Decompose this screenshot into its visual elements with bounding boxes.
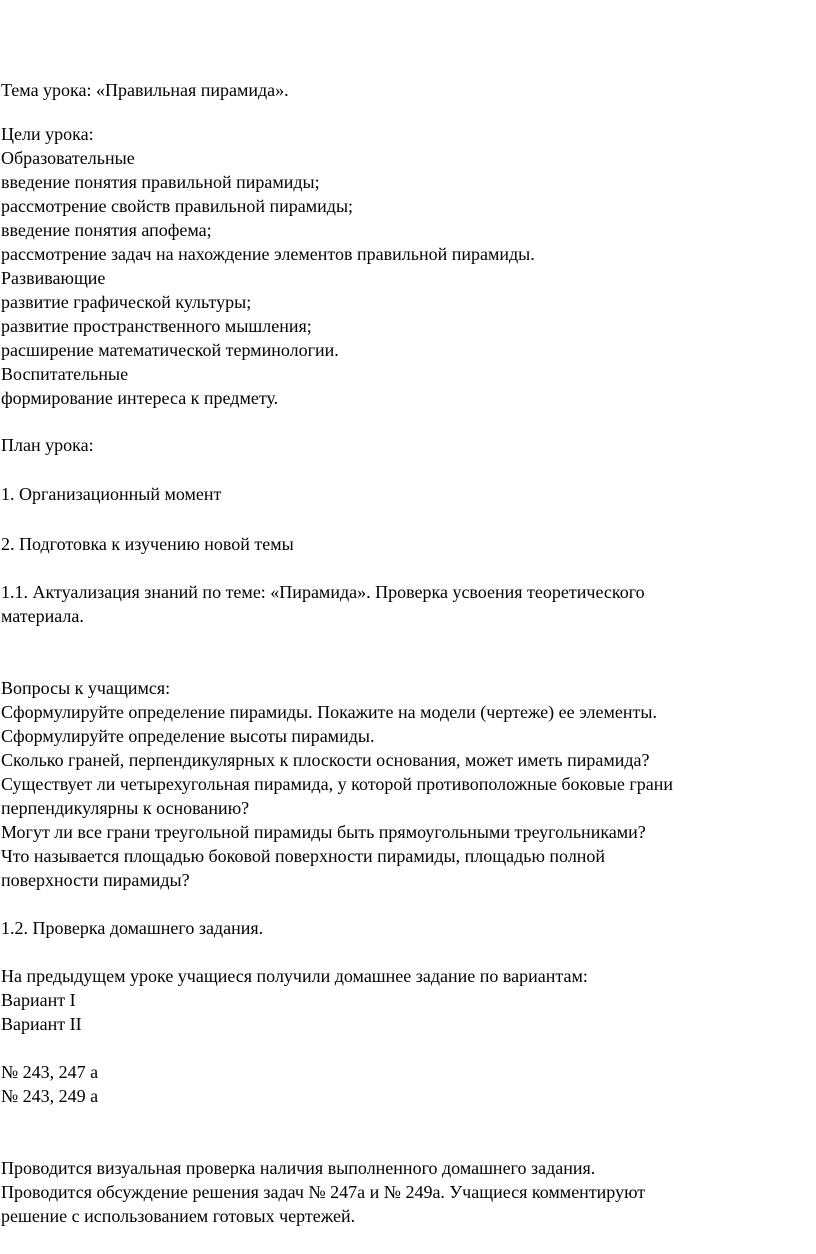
goal-item: введение понятия правильной пирамиды; [1,172,320,192]
educational-heading: Образовательные [1,148,135,168]
task-numbers: № 243, 247 а [1,1062,99,1082]
developing-heading: Развивающие [1,268,106,288]
question-line: поверхности пирамиды? [1,870,190,890]
upbringing-heading: Воспитательные [1,364,129,384]
question-line: Сформулируйте определение пирамиды. Покажите на модели (чертеже) ее элементы. [1,702,657,722]
closing-line: Проводится обсуждение решения задач № 247а и № 249а. Учащиеся комментируют [1,1182,646,1202]
question-line: Могут ли все грани треугольной пирамиды быть прямоугольными треугольниками? [1,822,646,842]
goal-item: расширение математической терминологии. [1,340,339,360]
variant-label: Вариант II [1,1014,82,1034]
goal-item: развитие графической культуры; [1,292,252,312]
plan-step: 2. Подготовка к изучению новой темы [1,534,294,554]
variant-label: Вариант I [1,990,76,1010]
homework-heading: 1.2. Проверка домашнего задания. [1,918,264,938]
closing-line: Проводится визуальная проверка наличия выполненного домашнего задания. [1,1158,596,1178]
plan-heading: План урока: [1,435,94,455]
question-line: Существует ли четырехугольная пирамида, у которой противоположные боковые грани [1,774,674,794]
homework-intro: На предыдущем уроке учащиеся получили домашнее задание по вариантам: [1,966,588,986]
plan-substep: материала. [1,606,84,626]
goal-item: рассмотрение задач на нахождение элементов правильной пирамиды. [1,244,535,264]
question-line: Сформулируйте определение высоты пирамиды. [1,726,375,746]
goal-item: развитие пространственного мышления; [1,316,312,336]
closing-line: решение с использованием готовых чертежей. [1,1206,356,1226]
lesson-topic: Тема урока: «Правильная пирамида». [1,80,289,100]
question-line: Сколько граней, перпендикулярных к плоскости основания, может иметь пирамида? [1,750,650,770]
question-line: Что называется площадью боковой поверхности пирамиды, площадью полной [1,846,606,866]
task-numbers: № 243, 249 а [1,1086,99,1106]
plan-step: 1. Организационный момент [1,484,222,504]
question-line: перпендикулярны к основанию? [1,798,250,818]
goals-heading: Цели урока: [1,124,94,144]
plan-substep: 1.1. Актуализация знаний по теме: «Пирамида». Проверка усвоения теоретического [1,582,645,602]
goal-item: формирование интереса к предмету. [1,388,279,408]
goal-item: рассмотрение свойств правильной пирамиды; [1,196,354,216]
questions-heading: Вопросы к учащимся: [1,678,171,698]
goal-item: введение понятия апофема; [1,220,212,240]
